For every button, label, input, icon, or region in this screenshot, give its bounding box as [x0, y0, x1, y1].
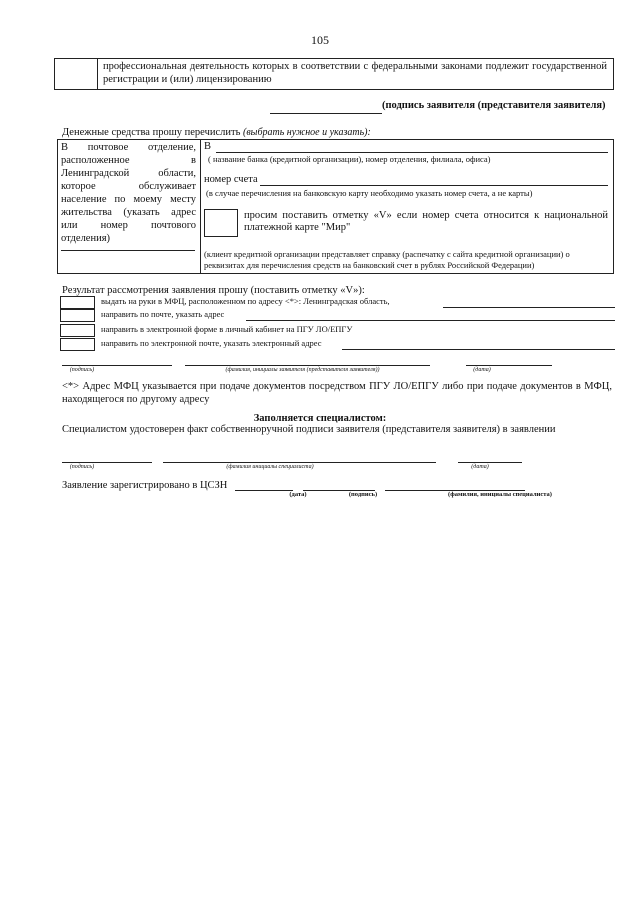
- applicant-date-caption: (дата): [473, 367, 491, 373]
- email-address-field[interactable]: [342, 348, 615, 350]
- specialist-signature-caption: (подпись): [69, 464, 95, 470]
- account-number-field[interactable]: [260, 185, 608, 186]
- top-table-text: профессиональная деятельность которых в соответствии с федеральными законами подлежит государственной регистрации и (или) лицензированию: [103, 61, 607, 85]
- registration-date-line[interactable]: [235, 489, 293, 491]
- applicant-date-line[interactable]: [466, 364, 552, 366]
- registration-signature-caption: (подпись): [348, 491, 378, 498]
- result-option-checkbox-cabinet[interactable]: [60, 324, 95, 337]
- mir-card-label: просим поставить отметку «V» если номер счета относится к национальной платежной карте "Мир": [244, 210, 608, 233]
- money-transfer-title-text: Денежные средства прошу перечислить: [62, 127, 241, 138]
- result-option-mfc-label: выдать на руки в МФЦ, расположенном по адресу <*>: Ленинградская область,: [101, 296, 390, 306]
- result-option-checkbox-mfc[interactable]: [60, 296, 95, 309]
- applicant-name-line[interactable]: [185, 364, 430, 366]
- result-option-checkbox-email[interactable]: [60, 338, 95, 351]
- bank-client-note: (клиент кредитной организации представляет справку (распечатку с сайта кредитной организации) о реквизитах для перечисления средств на банковский счет в рублях Российской Федерации): [204, 249, 570, 270]
- payment-method-divider: [200, 140, 201, 273]
- specialist-signature-line[interactable]: [62, 461, 152, 463]
- applicant-signature-label: (подпись заявителя (представителя заявителя): [382, 100, 606, 111]
- account-number-label: номер счета: [204, 174, 258, 185]
- postal-office-option: В почтовое отделение, расположенное в Ленинградской области, которое обслуживает население по моему месту жительства (указать адрес или номер почтового отделения): [61, 142, 196, 244]
- result-option-email-label: направить по электронной почте, указать электронный адрес: [101, 338, 322, 348]
- applicant-name-caption: (фамилия, инициалы заявителя (представителя заявителя)): [225, 367, 380, 373]
- postal-office-field[interactable]: [61, 250, 195, 251]
- top-table-empty-cell: [55, 59, 98, 89]
- mfc-address-note: <*> Адрес МФЦ указывается при подаче документов посредством ПГУ ЛО/ЕПГУ либо при подаче документов в МФЦ, находящегося по другому адресу: [62, 381, 612, 405]
- bank-name-field[interactable]: [216, 152, 608, 153]
- registration-text: Заявление зарегистрировано в ЦСЗН: [62, 480, 228, 491]
- account-number-hint: (в случае перечисления на банковскую карту необходимо указать номер счета, а не карты): [206, 188, 533, 198]
- mir-card-checkbox[interactable]: [204, 209, 238, 237]
- top-table-row: [54, 58, 614, 90]
- mail-address-field[interactable]: [246, 319, 615, 321]
- money-transfer-title: [62, 127, 371, 138]
- applicant-signature-field[interactable]: [270, 101, 382, 114]
- result-option-mail-label: направить по почте, указать адрес: [101, 309, 225, 319]
- applicant-signature-line[interactable]: [62, 364, 172, 366]
- payment-method-block: [57, 139, 614, 274]
- registration-name-caption: (фамилия, инициалы специалиста): [448, 491, 552, 498]
- specialist-name-caption: (фамилия инициалы специалиста): [226, 464, 314, 470]
- specialist-certification-text: Специалистом удостоверен факт собственноручной подписи заявителя (представителя заявителя) в заявлении: [62, 424, 556, 435]
- result-title: Результат рассмотрения заявления прошу (поставить отметку «V»):: [62, 285, 365, 296]
- specialist-name-line[interactable]: [163, 461, 436, 463]
- result-option-cabinet-label: направить в электронной форме в личный кабинет на ПГУ ЛО/ЕПГУ: [101, 324, 353, 334]
- specialist-date-line[interactable]: [458, 461, 522, 463]
- applicant-signature-caption: (подпись): [69, 367, 95, 373]
- bank-prefix: В: [204, 141, 212, 152]
- registration-date-caption: (дата): [289, 491, 307, 498]
- page-number: 105: [311, 33, 329, 47]
- specialist-section-title: Заполняется специалистом:: [253, 413, 387, 424]
- specialist-date-caption: (дата): [471, 464, 489, 470]
- money-transfer-title-hint: (выбрать нужное и указать):: [243, 127, 371, 138]
- mfc-address-field[interactable]: [443, 306, 615, 308]
- bank-name-hint: ( название банка (кредитной организации), номер отделения, филиала, офиса): [208, 154, 491, 164]
- result-option-checkbox-mail[interactable]: [60, 309, 95, 322]
